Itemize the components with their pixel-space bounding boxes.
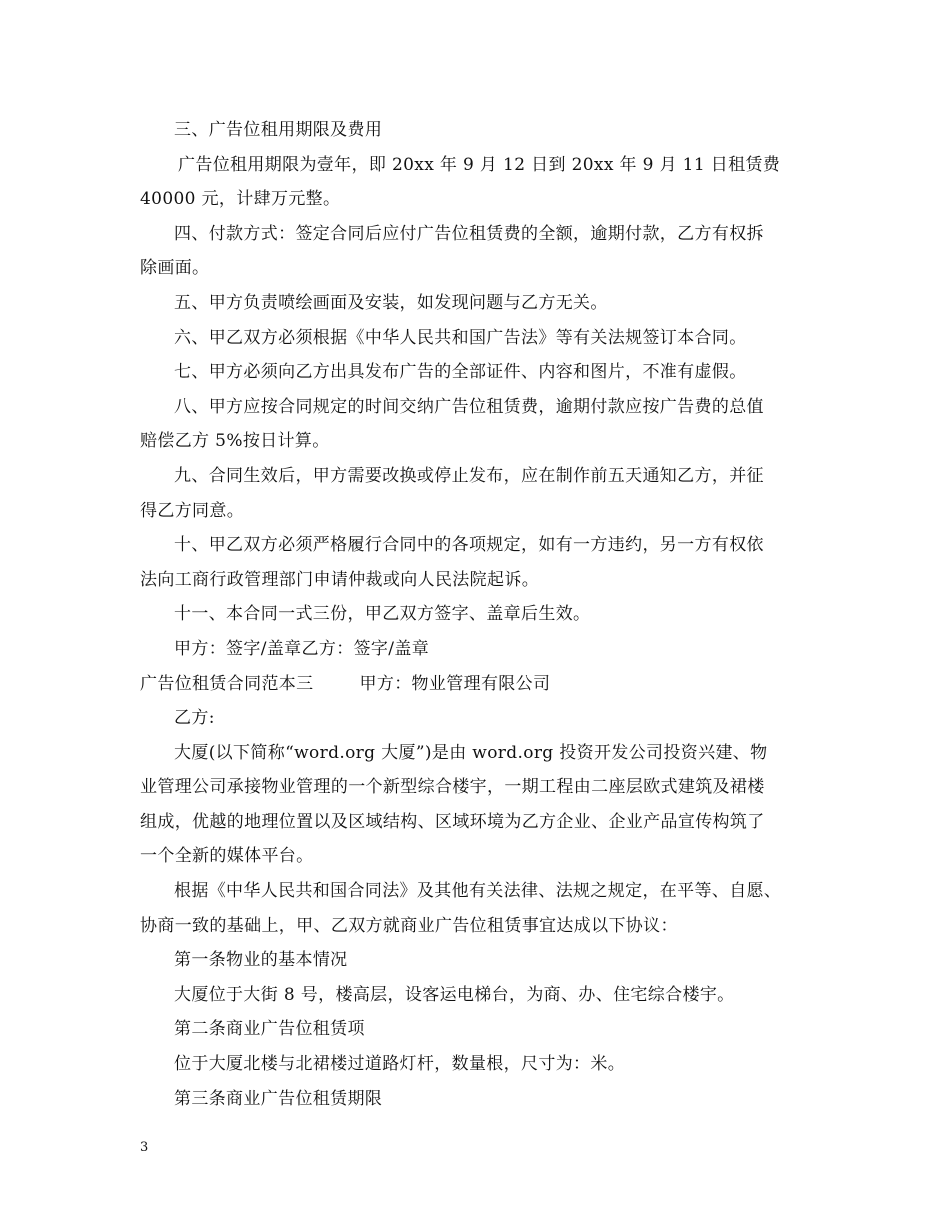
clause-breach: 十、甲乙双方必须严格履行合同中的各项规定，如有一方违约，另一方有权依 [174, 535, 764, 556]
party-a-name: 甲方：物业管理有限公司 [359, 673, 551, 694]
article-heading: 第一条物业的基本情况 [174, 950, 348, 971]
clause-legal-basis: 六、甲乙双方必须根据《中华人民共和国广告法》等有关法规签订本合同。 [174, 327, 747, 348]
clause-copies: 十一、本合同一式三份，甲乙双方签字、盖章后生效。 [174, 604, 591, 625]
clause-payment-method: 四、付款方式：签定合同后应付广告位租赁费的全额，逾期付款，乙方有权拆 [174, 223, 764, 244]
signature-line: 甲方：签字/盖章乙方：签字/盖章 [174, 638, 430, 659]
paragraph-line: 广告位租用期限为壹年，即 20xx 年 9 月 12 日到 20xx 年 9 月 11 日租赁费 [178, 154, 781, 175]
paragraph-line: 协商一致的基础上，甲、乙双方就商业广告位租赁事宜达成以下协议： [140, 915, 678, 936]
clause-change-notice: 九、合同生效后，甲方需要改换或停止发布，应在制作前五天通知乙方，并征 [174, 465, 764, 486]
section-heading-term-fee: 三、广告位租用期限及费用 [174, 120, 383, 140]
document-body [140, 113, 812, 1116]
party-b-label: 乙方: [174, 708, 215, 729]
paragraph-line: 除画面。 [140, 258, 210, 279]
paragraph-line: 组成，优越的地理位置以及区域结构、区域环境为乙方企业、企业产品宣传构筑了 [140, 811, 765, 832]
template-title: 广告位租赁合同范本三 [140, 673, 314, 694]
paragraph-line: 根据《中华人民共和国合同法》及其他有关法律、法规之规定，在平等、自愿、 [174, 881, 782, 902]
paragraph-line: 一个全新的媒体平台。 [140, 846, 314, 867]
clause-installation: 五、甲方负责喷绘画面及安装，如发现问题与乙方无关。 [174, 292, 608, 313]
paragraph-line: 40000 元，计肆万元整。 [140, 189, 341, 210]
article-heading: 第三条商业广告位租赁期限 [174, 1088, 383, 1109]
paragraph-line: 业管理公司承接物业管理的一个新型综合楼宇，一期工程由二座层欧式建筑及裙楼 [140, 777, 765, 798]
paragraph-line: 大厦位于大街 8 号，楼高层，设客运电梯台，为商、办、住宅综合楼宇。 [174, 984, 735, 1005]
template-title-row [140, 667, 812, 702]
paragraph-line: 赔偿乙方 5%按日计算。 [140, 431, 330, 452]
clause-late-payment: 八、甲方应按合同规定的时间交纳广告位租赁费，逾期付款应按广告费的总值 [174, 396, 764, 417]
paragraph-line: 得乙方同意。 [140, 500, 245, 521]
page-number: 3 [140, 1140, 149, 1155]
paragraph-line: 法向工商行政管理部门申请仲裁或向人民法院起诉。 [140, 569, 540, 590]
clause-documents: 七、甲方必须向乙方出具发布广告的全部证件、内容和图片，不准有虚假。 [174, 362, 747, 383]
article-heading: 第二条商业广告位租赁项 [174, 1019, 365, 1040]
paragraph-line: 位于大厦北楼与北裙楼过道路灯杆，数量根，尺寸为：米。 [174, 1054, 626, 1075]
paragraph-line: 大厦(以下简称“word.org 大厦”)是由 word.org 投资开发公司投资兴建、物 [174, 742, 768, 763]
